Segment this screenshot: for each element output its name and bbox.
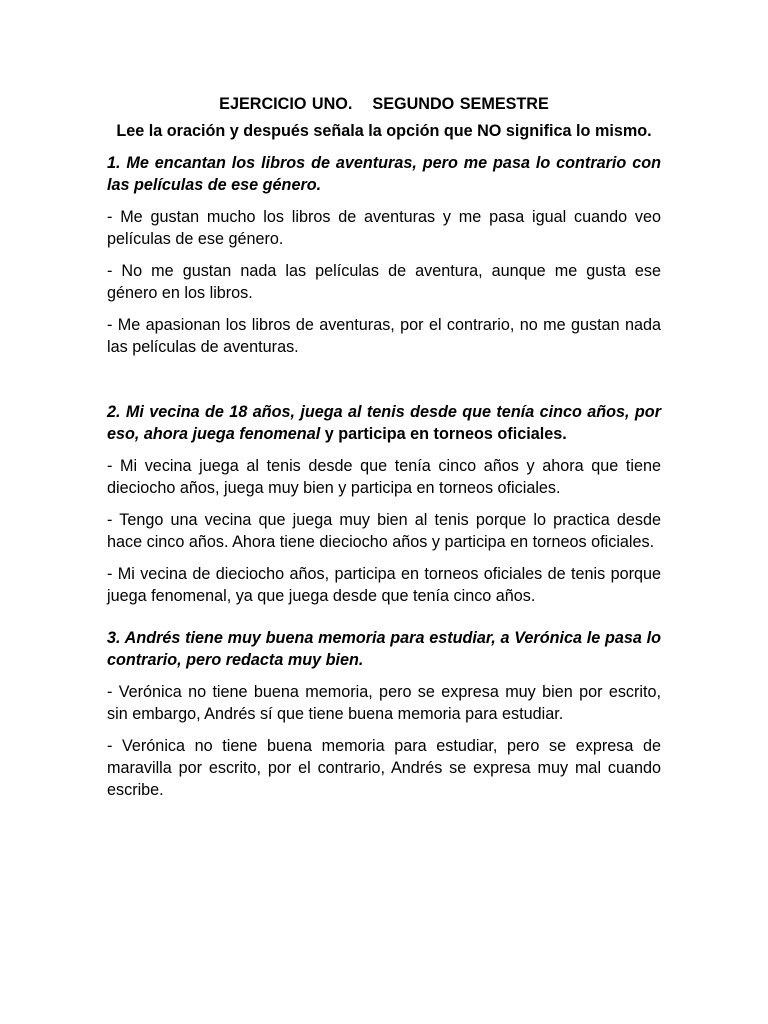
section-spacer bbox=[107, 617, 661, 627]
question-2-option-1: - Mi vecina juega al tenis desde que tenía cinco años y ahora que tiene dieciocho años, juega muy bien y participa en torneos oficiales. bbox=[107, 457, 661, 497]
question-2-text-rest: y participa en torneos oficiales. bbox=[320, 425, 567, 443]
instruction-text: Lee la oración y después señala la opción que NO significa lo mismo. bbox=[116, 122, 652, 140]
question-3-statement bbox=[107, 627, 661, 671]
question-2-option-2: - Tengo una vecina que juega muy bien al tenis porque lo practica desde hace cinco años. Ahora tiene dieciocho años y participa en torneos oficiales. bbox=[107, 511, 661, 551]
question-1-option-2: - No me gustan nada las películas de aventura, aunque me gusta ese género en los libros. bbox=[107, 262, 661, 302]
question-1-option-1: - Me gustan mucho los libros de aventuras y me pasa igual cuando veo películas de ese género. bbox=[107, 208, 661, 248]
question-2-statement bbox=[107, 401, 661, 445]
question-2-text-italic: 2. Mi vecina de 18 años, juega al tenis desde que tenía cinco años, por eso, ahora juega fenomenal bbox=[107, 403, 661, 443]
question-3-option-1: - Verónica no tiene buena memoria, pero se expresa muy bien por escrito, sin embargo, Andrés sí que tiene buena memoria para estudiar. bbox=[107, 683, 661, 723]
question-3-option-2: - Verónica no tiene buena memoria para estudiar, pero se expresa de maravilla por escrito, por el contrario, Andrés se expresa muy mal cuando escribe. bbox=[107, 737, 661, 799]
document-content bbox=[107, 93, 661, 811]
question-1-statement bbox=[107, 152, 661, 196]
section-spacer bbox=[107, 368, 661, 401]
question-1-text: 1. Me encantan los libros de aventuras, pero me pasa lo contrario con las películas de ese género. bbox=[107, 154, 661, 194]
question-1-option-3: - Me apasionan los libros de aventuras, por el contrario, no me gustan nada las películas de aventuras. bbox=[107, 316, 661, 356]
question-2-option-3: - Mi vecina de dieciocho años, participa en torneos oficiales de tenis porque juega fenomenal, ya que juega desde que tenía cinco años. bbox=[107, 565, 661, 605]
title-right: SEGUNDO SEMESTRE bbox=[372, 95, 549, 113]
page-title bbox=[107, 93, 661, 115]
title-left: EJERCICIO UNO. bbox=[219, 95, 353, 113]
question-3-text: 3. Andrés tiene muy buena memoria para estudiar, a Verónica le pasa lo contrario, pero redacta muy bien. bbox=[107, 629, 661, 669]
